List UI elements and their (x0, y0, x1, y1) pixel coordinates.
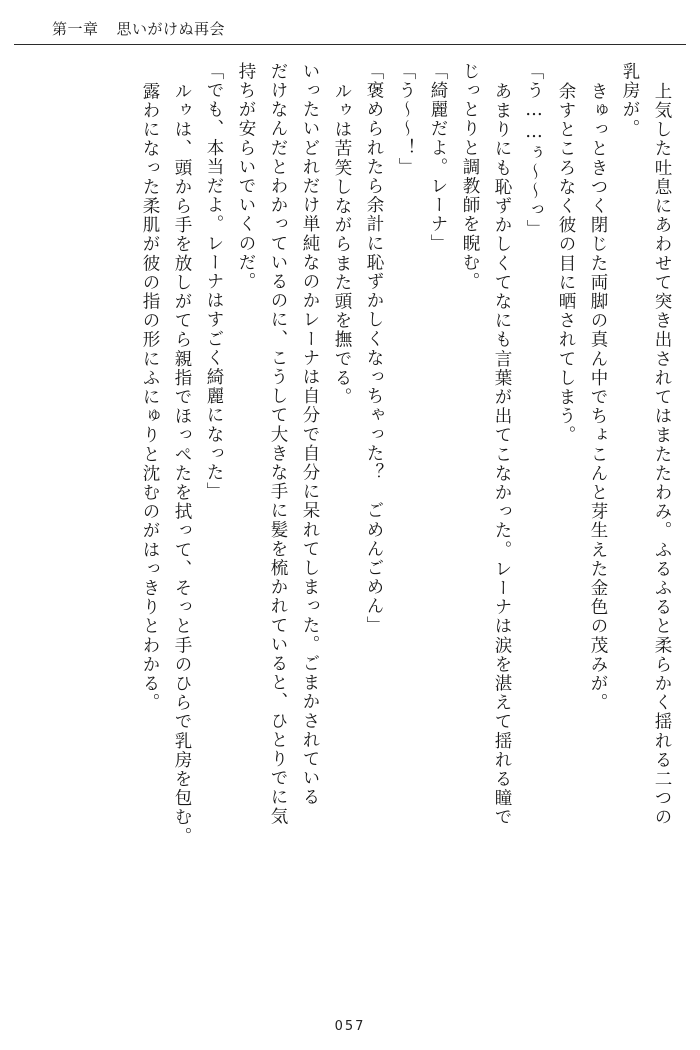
text-column: 「う～～！」 (396, 62, 416, 177)
text-column: あまりにも恥ずかしくてなにも言葉が出てこなかった。レーナは涙を湛えて揺れる瞳で (492, 82, 512, 827)
text-column: だけなんだとわかっているのに、こうして大きな手に髪を梳かれていると、ひとりでに気 (268, 62, 288, 826)
text-column: 露わになった柔肌が彼の指の形にふにゅりと沈むのがはっきりとわかる。 (140, 82, 160, 713)
text-column: いったいどれだけ単純なのかレーナは自分で自分に呆れてしまった。ごまかされている (300, 62, 320, 807)
text-column: 持ちが安らいでいくのだ。 (236, 62, 256, 292)
text-column: 余すところなく彼の目に晒されてしまう。 (556, 82, 576, 445)
running-head (52, 18, 225, 39)
text-column: ルゥは、頭から手を放しがてら親指でほっぺたを拭って、そっと手のひらで乳房を包む。 (172, 82, 192, 846)
text-column: きゅっときつく閉じた両脚の真ん中でちょこんと芽生えた金色の茂みが。 (588, 82, 608, 713)
chapter-number: 第一章 (52, 20, 99, 38)
text-column: ルゥは苦笑しながらまた頭を撫でる。 (332, 82, 352, 407)
text-column: 「う……ぅ～～っ」 (524, 62, 544, 239)
text-column: 「でも、本当だよ。レーナはすごく綺麗になった」 (204, 62, 224, 502)
page-number: 057 (334, 1019, 366, 1034)
text-column: 上気した吐息にあわせて突き出されてはまたたわみ。ふるふると柔らかく揺れる二つの (652, 82, 672, 827)
text-column: 「褒められたら余計に恥ずかしくなっちゃった？ ごめんごめん」 (364, 62, 384, 635)
body-text (30, 62, 670, 1002)
header-divider (14, 44, 686, 45)
text-column: 「綺麗だよ。レーナ」 (428, 62, 448, 253)
text-column: じっとりと調教師を睨む。 (460, 62, 480, 292)
text-column: 乳房が。 (620, 62, 640, 139)
chapter-title: 思いがけぬ再会 (116, 20, 226, 38)
